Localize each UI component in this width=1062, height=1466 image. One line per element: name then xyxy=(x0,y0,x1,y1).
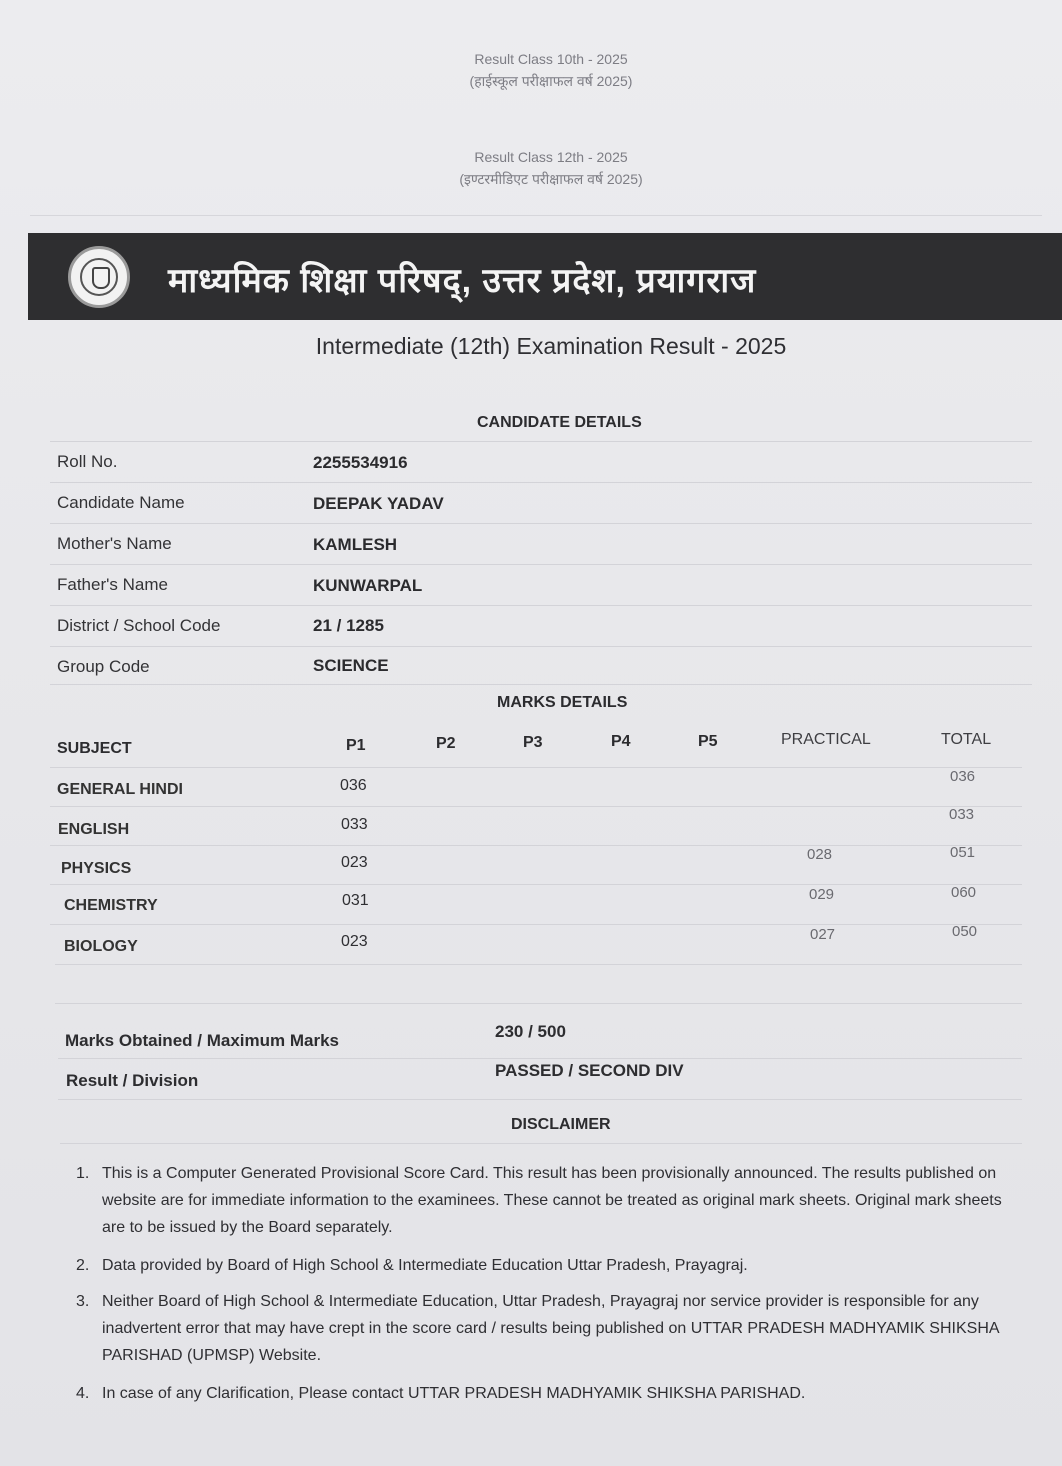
board-title: माध्यमिक शिक्षा परिषद्, उत्तर प्रदेश, प्रयागराज xyxy=(168,262,757,300)
mother-name-label: Mother's Name xyxy=(57,534,172,553)
column-header-p1: P1 xyxy=(346,737,366,754)
divider xyxy=(55,1003,1022,1004)
divider xyxy=(55,964,1022,965)
divider xyxy=(50,884,1022,885)
class12-link-hindi[interactable]: (इण्टरमीडिएट परीक्षाफल वर्ष 2025) xyxy=(459,171,643,187)
divider xyxy=(50,684,1032,685)
disclaimer-text: Neither Board of High School & Intermediate Education, Uttar Pradesh, Prayagraj nor service provider is responsible for any inadvertent error that may have crept in the score card / results being published on UTTAR PRADESH MADHYAMIK SHIKSHA PARISHAD (UPMSP) Website. xyxy=(102,1293,999,1364)
total-cell: 050 xyxy=(952,923,978,940)
candidate-name-value: DEEPAK YADAV xyxy=(313,494,444,513)
divider xyxy=(58,1099,1022,1100)
total-cell: 033 xyxy=(949,806,975,823)
p1-cell: 033 xyxy=(341,816,368,833)
disclaimer-item xyxy=(76,1252,1024,1279)
subject-cell: CHEMISTRY xyxy=(64,897,158,914)
disclaimer-number: 2. xyxy=(76,1257,90,1274)
divider xyxy=(58,1058,1022,1059)
result-division-value: PASSED / SECOND DIV xyxy=(495,1061,684,1080)
upmsp-emblem-icon xyxy=(68,246,130,308)
disclaimer-number: 3. xyxy=(76,1293,90,1310)
father-name-value: KUNWARPAL xyxy=(313,576,423,595)
total-cell: 051 xyxy=(950,844,976,861)
column-header-p3: P3 xyxy=(523,734,543,751)
divider xyxy=(50,564,1032,565)
divider xyxy=(50,845,1022,846)
total-cell: 036 xyxy=(950,768,976,785)
subject-cell: GENERAL HINDI xyxy=(57,781,183,798)
group-code-value: SCIENCE xyxy=(313,656,389,675)
subject-cell: PHYSICS xyxy=(61,860,132,877)
p1-cell: 023 xyxy=(341,854,368,871)
candidate-name-label: Candidate Name xyxy=(57,493,185,512)
disclaimer-text: In case of any Clarification, Please contact UTTAR PRADESH MADHYAMIK SHIKSHA PARISHAD. xyxy=(102,1385,806,1402)
column-header-p2: P2 xyxy=(436,735,456,752)
disclaimer-text: This is a Computer Generated Provisional Score Card. This result has been provisionally announced. The results published on website are for immediate information to the examinees. These cannot be treated as original mark sheets. Original mark sheets are to be issued by the Board separately. xyxy=(102,1165,1002,1236)
divider xyxy=(50,523,1032,524)
roll-no-value: 2255534916 xyxy=(313,453,408,472)
column-header-p5: P5 xyxy=(698,733,718,750)
total-cell: 060 xyxy=(951,884,977,901)
class10-link-hindi[interactable]: (हाईस्कूल परीक्षाफल वर्ष 2025) xyxy=(469,73,633,89)
result-division-label: Result / Division xyxy=(66,1071,199,1090)
divider xyxy=(50,767,1022,768)
p1-cell: 031 xyxy=(342,892,369,909)
practical-cell: 029 xyxy=(809,886,835,903)
divider xyxy=(50,806,1022,807)
group-code-label: Group Code xyxy=(57,657,150,676)
column-header-subject: SUBJECT xyxy=(57,740,132,757)
divider xyxy=(30,215,1042,216)
divider xyxy=(50,646,1032,647)
marks-details-heading: MARKS DETAILS xyxy=(497,694,628,711)
class12-result-link[interactable] xyxy=(40,146,1062,190)
disclaimer-number: 1. xyxy=(76,1165,90,1182)
district-school-code-label: District / School Code xyxy=(57,616,221,635)
district-school-code-value: 21 / 1285 xyxy=(313,616,384,635)
subject-cell: BIOLOGY xyxy=(64,938,138,955)
divider xyxy=(50,441,1032,442)
class12-link-english[interactable]: Result Class 12th - 2025 xyxy=(474,149,628,165)
mother-name-value: KAMLESH xyxy=(313,535,398,554)
roll-no-label: Roll No. xyxy=(57,452,118,471)
column-header-practical: PRACTICAL xyxy=(781,731,871,748)
divider xyxy=(60,1143,1022,1144)
disclaimer-item xyxy=(76,1288,1024,1369)
disclaimer-number: 4. xyxy=(76,1385,90,1402)
p1-cell: 023 xyxy=(341,933,368,950)
class10-link-english[interactable]: Result Class 10th - 2025 xyxy=(474,51,628,67)
p1-cell: 036 xyxy=(340,777,367,794)
disclaimer-item xyxy=(76,1380,1024,1407)
disclaimer-heading: DISCLAIMER xyxy=(511,1116,611,1133)
class10-result-link[interactable] xyxy=(40,48,1062,92)
column-header-p4: P4 xyxy=(611,733,631,750)
marks-obtained-value: 230 / 500 xyxy=(495,1022,566,1041)
disclaimer-text: Data provided by Board of High School & Intermediate Education Uttar Pradesh, Prayagraj. xyxy=(102,1257,748,1274)
father-name-label: Father's Name xyxy=(57,575,168,594)
disclaimer-item xyxy=(76,1160,1024,1241)
divider xyxy=(50,482,1032,483)
subject-cell: ENGLISH xyxy=(58,821,130,838)
divider xyxy=(50,924,1022,925)
marks-obtained-label: Marks Obtained / Maximum Marks xyxy=(65,1031,339,1050)
candidate-details-heading: CANDIDATE DETAILS xyxy=(477,414,642,431)
divider xyxy=(50,605,1032,606)
exam-title: Intermediate (12th) Examination Result - 2025 xyxy=(315,333,787,359)
practical-cell: 027 xyxy=(810,926,836,943)
column-header-total: TOTAL xyxy=(941,731,992,748)
practical-cell: 028 xyxy=(807,846,833,863)
